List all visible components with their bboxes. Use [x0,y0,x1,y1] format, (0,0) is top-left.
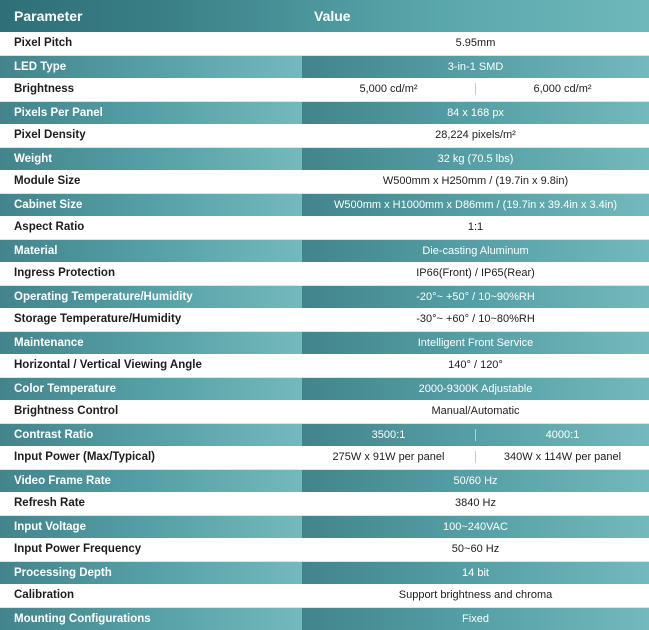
value-cell: Support brightness and chroma [302,584,649,607]
table-row [0,331,649,354]
parameter-cell: Module Size [0,170,302,193]
value-cell: 100~240VAC [302,515,649,538]
table-row [0,101,649,124]
value-split-container [302,446,649,469]
table-header-row [0,0,649,32]
value-cell: 3840 Hz [302,492,649,515]
table-row [0,469,649,492]
column-header-value: Value [302,0,649,32]
column-header-parameter: Parameter [0,0,302,32]
value-cell: Die-casting Aluminum [302,239,649,262]
table-row [0,492,649,515]
parameter-cell: Weight [0,147,302,170]
parameter-cell: Brightness [0,78,302,101]
parameter-cell: LED Type [0,55,302,78]
table-row [0,446,649,469]
value-right: 340W x 114W per panel [475,451,649,463]
parameter-cell: Input Power (Max/Typical) [0,446,302,469]
parameter-cell: Contrast Ratio [0,423,302,446]
table-row [0,262,649,285]
value-cell: 1:1 [302,216,649,239]
value-cell: W500mm x H250mm / (19.7in x 9.8in) [302,170,649,193]
value-cell: Fixed [302,607,649,630]
value-cell [302,78,649,101]
value-cell: 32 kg (70.5 lbs) [302,147,649,170]
table-row [0,561,649,584]
parameter-cell: Processing Depth [0,561,302,584]
value-cell: -30°~ +60° / 10~80%RH [302,308,649,331]
table-row [0,538,649,561]
table-row [0,193,649,216]
table-row [0,400,649,423]
parameter-cell: Input Voltage [0,515,302,538]
value-left: 275W x 91W per panel [332,451,445,464]
parameter-cell: Calibration [0,584,302,607]
table-header [0,0,649,32]
value-cell: 3-in-1 SMD [302,55,649,78]
parameter-cell: Cabinet Size [0,193,302,216]
value-left: 5,000 cd/m² [359,83,418,96]
parameter-cell: Horizontal / Vertical Viewing Angle [0,354,302,377]
value-right: 6,000 cd/m² [475,83,649,95]
value-left: 3500:1 [371,428,406,441]
parameter-cell: Input Power Frequency [0,538,302,561]
value-right: 4000:1 [475,429,649,441]
table-row [0,584,649,607]
parameter-cell: Ingress Protection [0,262,302,285]
parameter-cell: Aspect Ratio [0,216,302,239]
table-row [0,32,649,55]
value-cell: -20°~ +50° / 10~90%RH [302,285,649,308]
parameter-cell: Pixel Density [0,124,302,147]
parameter-cell: Storage Temperature/Humidity [0,308,302,331]
value-cell [302,446,649,469]
table-row [0,78,649,101]
table-row [0,515,649,538]
value-cell: Manual/Automatic [302,400,649,423]
table-row [0,147,649,170]
table-row [0,55,649,78]
table-row [0,170,649,193]
parameter-cell: Video Frame Rate [0,469,302,492]
value-split-container [302,78,649,101]
parameter-cell: Color Temperature [0,377,302,400]
table-row [0,285,649,308]
table-row [0,423,649,446]
table-row [0,124,649,147]
table-row [0,607,649,630]
value-split-container [302,424,649,447]
table-row [0,216,649,239]
value-cell: 140° / 120° [302,354,649,377]
parameter-cell: Maintenance [0,331,302,354]
parameter-cell: Mounting Configurations [0,607,302,630]
value-cell: 50/60 Hz [302,469,649,492]
value-cell: 14 bit [302,561,649,584]
value-cell: Intelligent Front Service [302,331,649,354]
value-cell: 84 x 168 px [302,101,649,124]
parameter-cell: Refresh Rate [0,492,302,515]
value-cell: 2000-9300K Adjustable [302,377,649,400]
value-cell: 5.95mm [302,32,649,55]
value-cell: W500mm x H1000mm x D86mm / (19.7in x 39.4in x 3.4in) [302,193,649,216]
parameter-cell: Material [0,239,302,262]
table-row [0,308,649,331]
value-cell: 28,224 pixels/m² [302,124,649,147]
parameter-cell: Pixels Per Panel [0,101,302,124]
table-body [0,32,649,630]
value-cell [302,423,649,446]
table-row [0,377,649,400]
table-row [0,239,649,262]
value-cell: IP66(Front) / IP65(Rear) [302,262,649,285]
parameter-cell: Brightness Control [0,400,302,423]
parameter-cell: Pixel Pitch [0,32,302,55]
table-row [0,354,649,377]
value-cell: 50~60 Hz [302,538,649,561]
parameter-cell: Operating Temperature/Humidity [0,285,302,308]
